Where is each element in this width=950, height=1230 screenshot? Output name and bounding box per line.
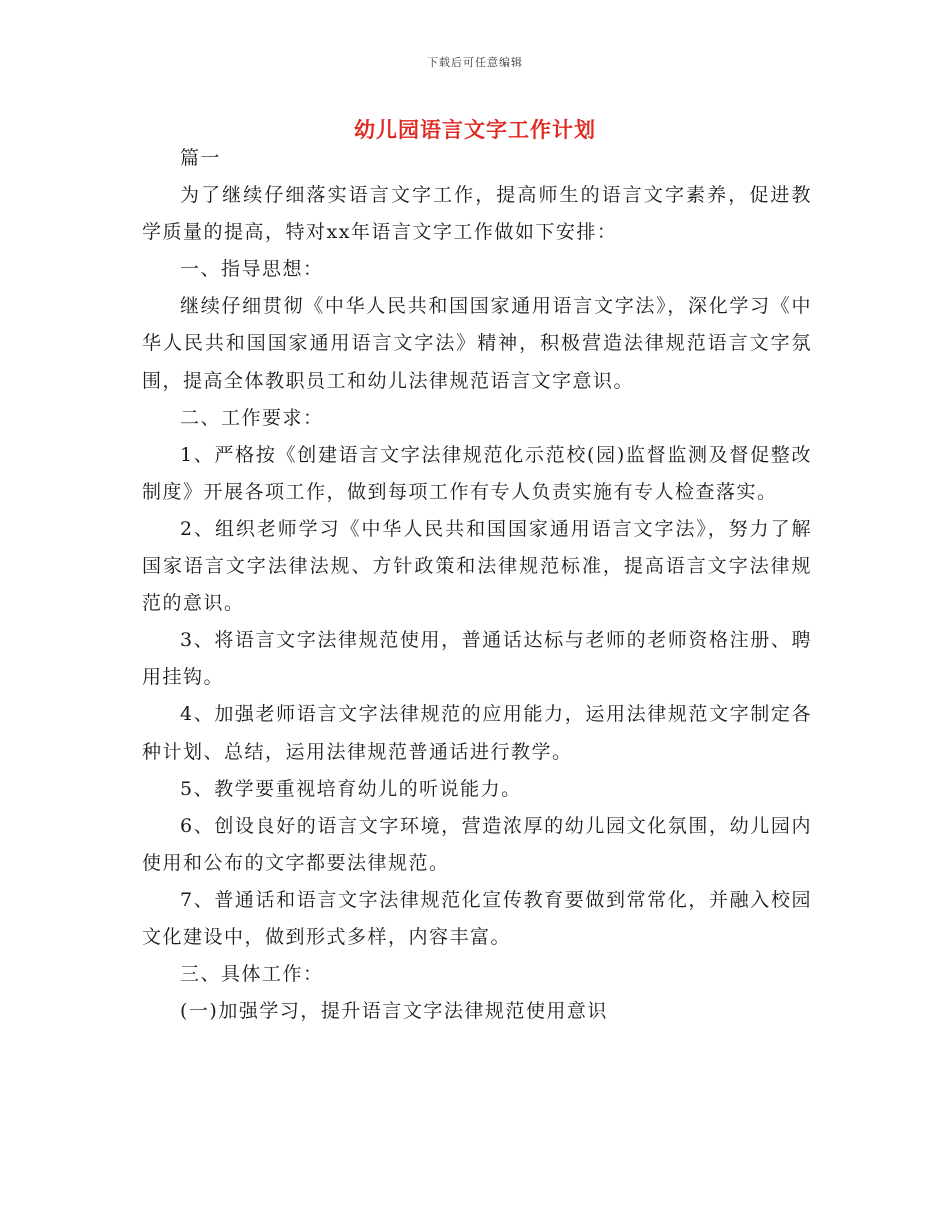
requirement-item: 3、将语言文字法律规范使用，普通话达标与老师的老师资格注册、聘用挂钩。	[142, 629, 812, 689]
heading-specific-work: 三、具体工作：	[180, 963, 324, 986]
requirement-item: 4、加强老师语言文字法律规范的应用能力，运用法律规范文字制定各种计划、总结，运用法律规范普通话进行教学。	[142, 703, 812, 763]
paragraph-intro: 为了继续仔细落实语言文字工作，提高师生的语言文字素养，促进教学质量的提高，特对xx年语言文字工作做如下安排：	[142, 184, 812, 244]
document-body	[142, 140, 812, 1030]
subheading-strengthen-learning: (一)加强学习，提升语言文字法律规范使用意识	[180, 1000, 608, 1023]
heading-guiding-ideology: 一、指导思想：	[180, 258, 324, 281]
paragraph-section-label: 篇一	[180, 147, 222, 169]
requirement-item: 1、严格按《创建语言文字法律规范化示范校(园)监督监测及督促整改制度》开展各项工作，做到每项工作有专人负责实施有专人检查落实。	[142, 443, 812, 503]
requirement-item: 6、创设良好的语言文字环境，营造浓厚的幼儿园文化氛围，幼儿园内使用和公布的文字都要法律规范。	[142, 814, 812, 874]
heading-work-requirements: 二、工作要求：	[180, 406, 324, 429]
page-header-note: 下载后可任意编辑	[427, 56, 523, 69]
document-title: 幼儿园语言文字工作计划	[354, 117, 596, 142]
requirement-item: 5、教学要重视培育幼儿的听说能力。	[180, 777, 522, 800]
requirement-item: 7、普通话和语言文字法律规范化宣传教育要做到常常化，并融入校园文化建设中，做到形式多样，内容丰富。	[142, 888, 812, 948]
paragraph-guiding-ideology: 继续仔细贯彻《中华人民共和国国家通用语言文字法》，深化学习《中华人民共和国国家通用语言文字法》精神，积极营造法律规范语言文字氛围，提高全体教职员工和幼儿法律规范语言文字意识。	[142, 295, 812, 392]
requirement-item: 2、组织老师学习《中华人民共和国国家通用语言文字法》，努力了解国家语言文字法律法规、方针政策和法律规范标准，提高语言文字法律规范的意识。	[142, 517, 812, 615]
